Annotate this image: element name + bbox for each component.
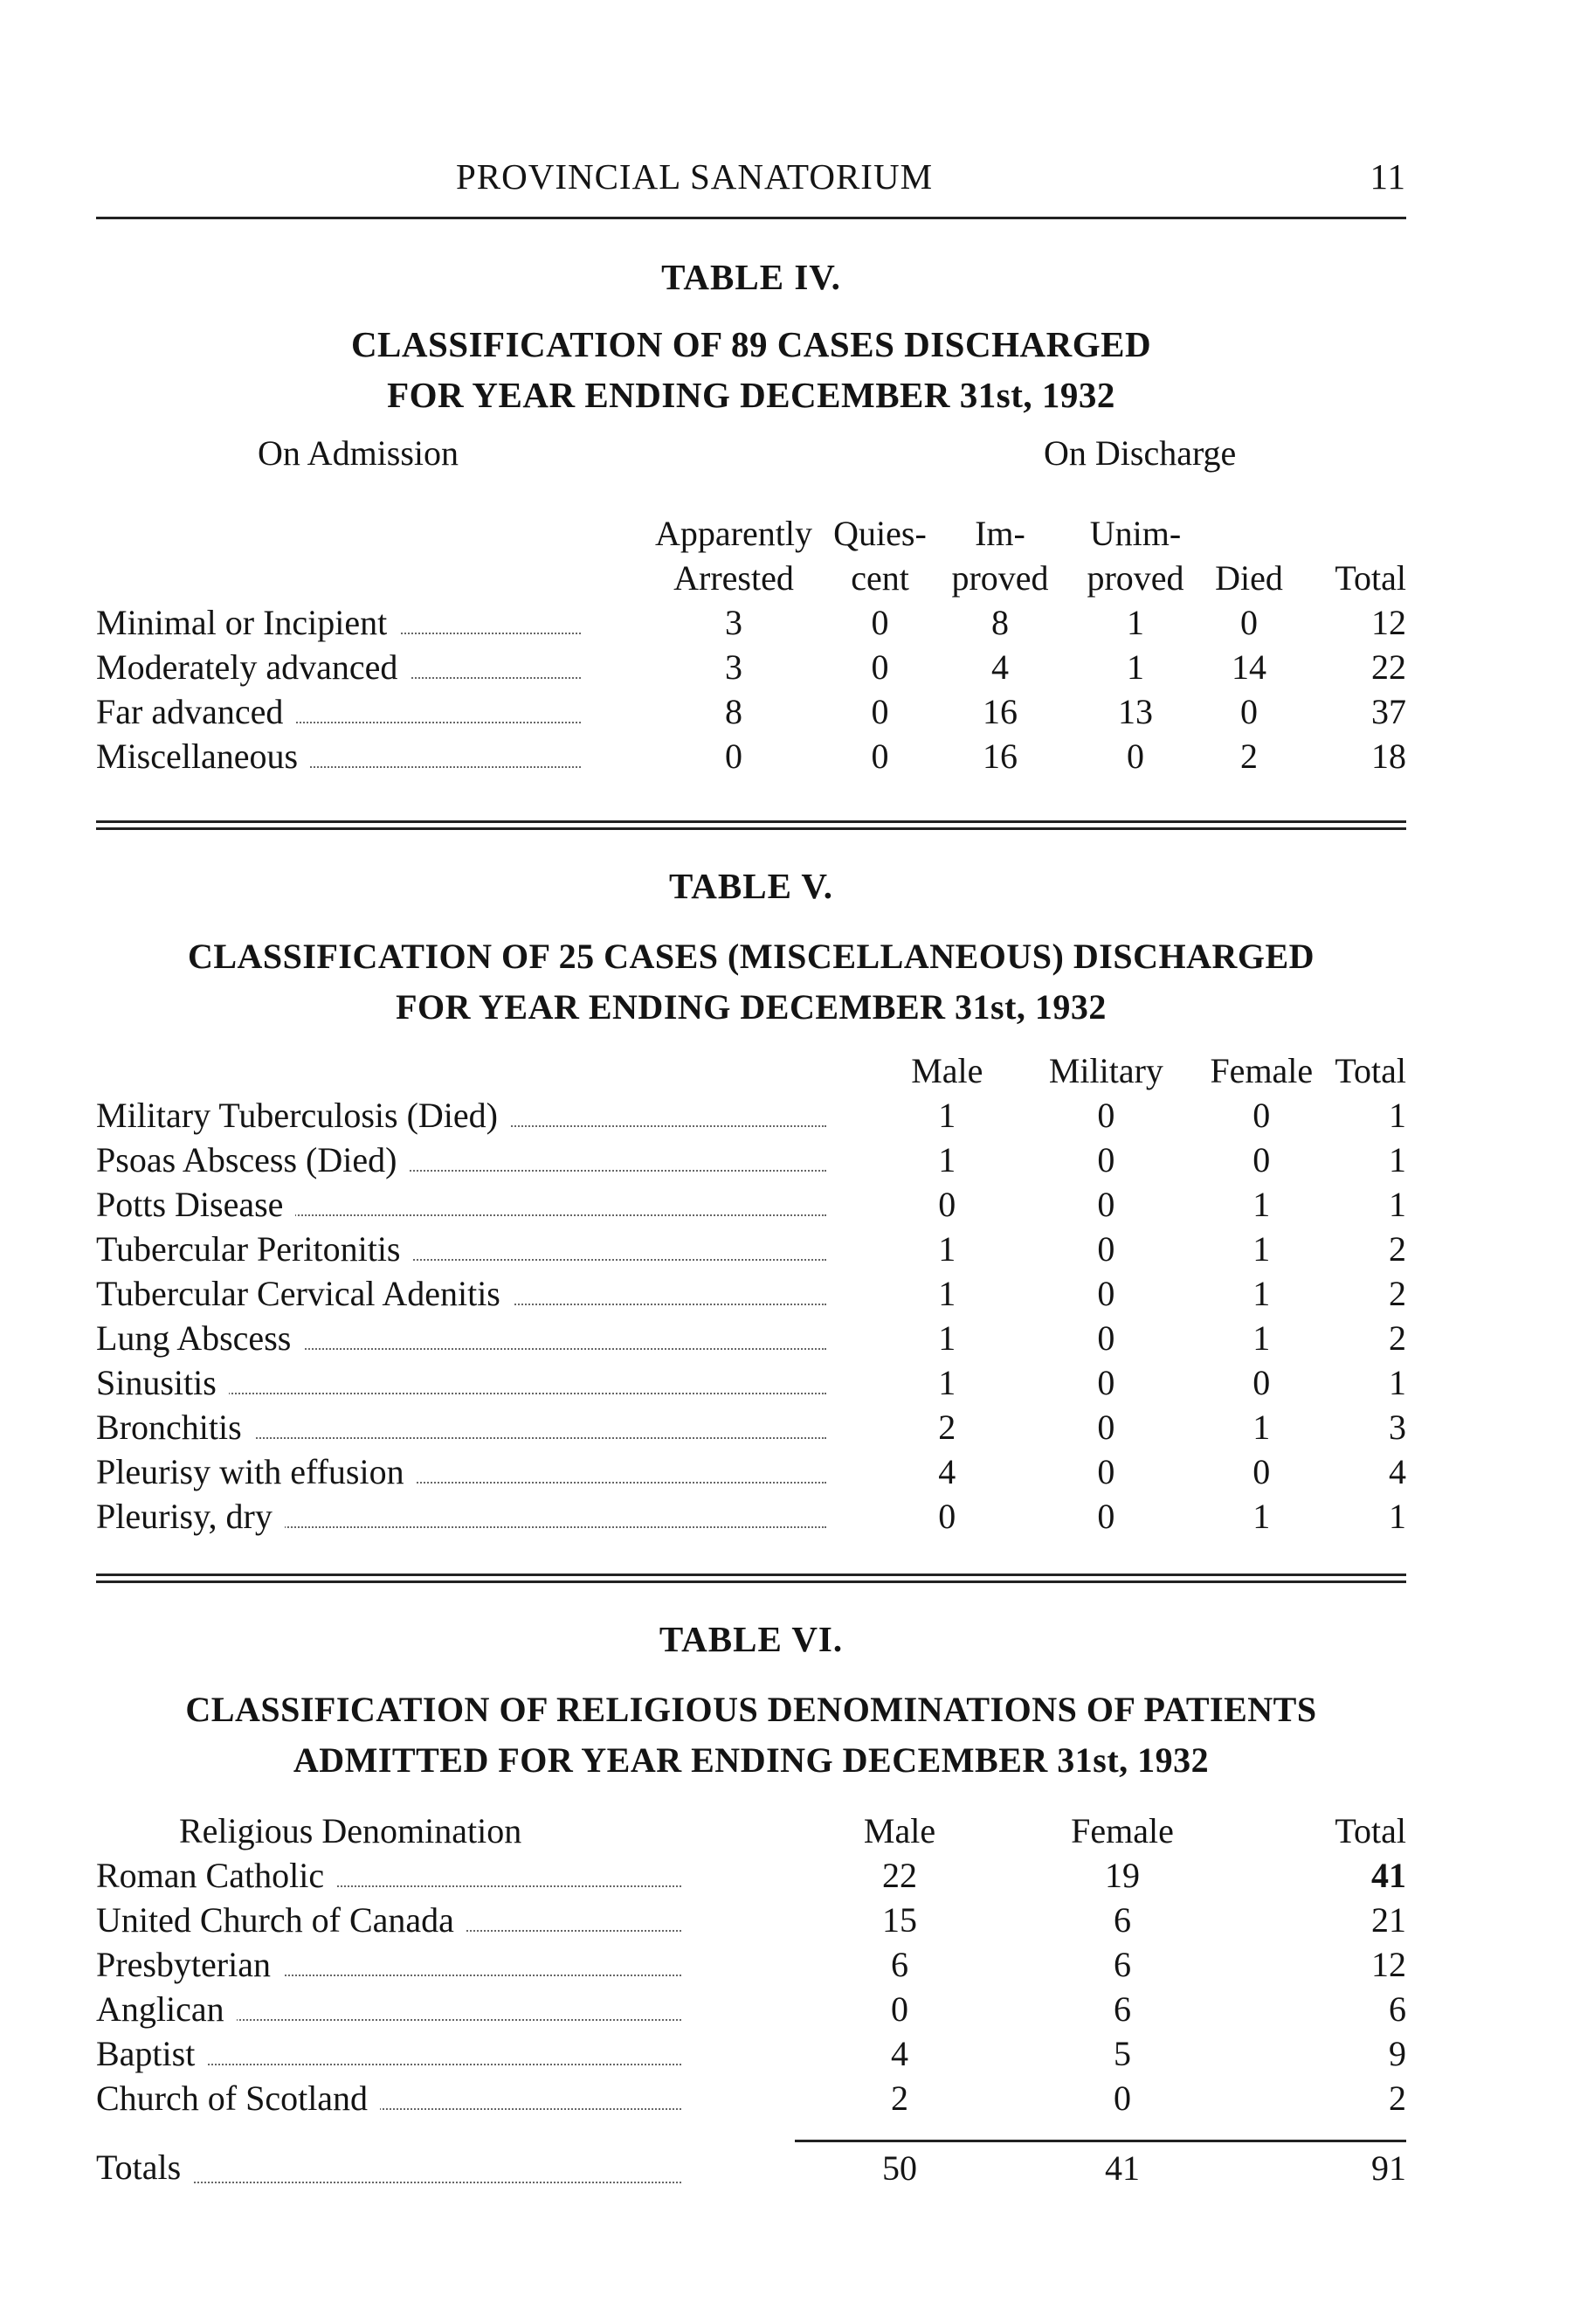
table-row	[96, 1227, 1406, 1271]
cell: 1	[1252, 1185, 1271, 1224]
cell: 4	[891, 2034, 908, 2073]
table-row	[96, 1942, 1406, 1987]
cell: 0	[1097, 1363, 1115, 1402]
cell: 1	[1389, 1497, 1406, 1536]
on-discharge-label: On Discharge	[1044, 433, 1237, 473]
table4-col5-line1	[1205, 511, 1293, 556]
row-label: Bronchitis	[96, 1408, 254, 1447]
cell: 8	[725, 692, 742, 731]
cell: 4	[1389, 1452, 1406, 1491]
cell: 8	[991, 603, 1009, 642]
table5-end-rule	[96, 1574, 1406, 1583]
table6-heading-line2: ADMITTED FOR YEAR ENDING DECEMBER 31st, 1932	[293, 1740, 1210, 1780]
table-row	[96, 1853, 1406, 1898]
table-row	[96, 734, 1406, 778]
cell: 14	[1232, 647, 1266, 687]
table5	[96, 1048, 1406, 1539]
table-row	[96, 1449, 1406, 1494]
table5-header	[96, 1048, 1406, 1093]
cell: 0	[871, 737, 889, 776]
cell: 3	[725, 603, 742, 642]
table-row	[96, 1093, 1406, 1138]
cell: 2	[891, 2078, 908, 2118]
table-row	[96, 689, 1406, 734]
table-row	[96, 1360, 1406, 1405]
cell: 0	[1252, 1452, 1271, 1491]
cell: 1	[938, 1229, 956, 1269]
totals-cell: 41	[1105, 2148, 1140, 2188]
cell: 0	[871, 647, 889, 687]
cell: 15	[882, 1900, 917, 1940]
table6-col-total: Total	[1335, 1810, 1406, 1850]
table-row	[96, 1182, 1406, 1227]
row-label: Pleurisy with effusion	[96, 1452, 417, 1491]
cell: 19	[1105, 1856, 1140, 1895]
cell: 2	[1389, 2078, 1406, 2118]
running-head-title: PROVINCIAL SANATORIUM	[455, 156, 934, 197]
row-label: Potts Disease	[96, 1185, 295, 1224]
table5-col-total: Total	[1335, 1050, 1406, 1090]
cell: 6	[891, 1945, 908, 1984]
row-label: Military Tuberculosis (Died)	[96, 1096, 510, 1135]
row-label: Church of Scotland	[96, 2078, 380, 2118]
cell: 1	[1389, 1096, 1406, 1135]
row-label: Lung Abscess	[96, 1318, 303, 1358]
totals-rule	[795, 2120, 1406, 2141]
table4-heading	[96, 319, 1406, 420]
table4	[96, 511, 1406, 778]
table-row	[96, 1987, 1406, 2031]
cell: 9	[1389, 2034, 1406, 2073]
totals-label: Totals	[96, 2148, 193, 2187]
table4-heading-line2: FOR YEAR ENDING DECEMBER 31st, 1932	[387, 375, 1115, 415]
table5-heading	[96, 931, 1406, 1033]
running-head	[96, 149, 1406, 210]
table4-col4-line1: Unim-	[1089, 513, 1182, 553]
table4-header-line2	[96, 556, 1406, 600]
table4-heading-line1: CLASSIFICATION OF 89 CASES DISCHARGED	[350, 324, 1152, 364]
table4-subheads	[96, 432, 1406, 481]
cell: 1	[1389, 1185, 1406, 1224]
header-rule	[96, 217, 1406, 219]
cell: 1	[1252, 1229, 1271, 1269]
table6-col-denomination: Religious Denomination	[179, 1810, 522, 1850]
table4-col6-line2: Total	[1335, 557, 1406, 598]
cell: 1	[938, 1140, 956, 1179]
cell: 3	[725, 647, 742, 687]
cell: 2	[1240, 737, 1258, 776]
cell: 1	[938, 1363, 956, 1402]
table6	[96, 1809, 1406, 2194]
row-label: Far advanced	[96, 692, 295, 731]
cell: 4	[938, 1452, 956, 1491]
cell: 0	[871, 603, 889, 642]
row-label: Tubercular Cervical Adenitis	[96, 1274, 513, 1313]
table4-col1-line1: Apparently	[655, 513, 812, 553]
cell: 3	[1389, 1408, 1406, 1447]
cell: 6	[1114, 1989, 1131, 2029]
table-row	[96, 645, 1406, 689]
cell: 1	[938, 1274, 956, 1313]
table5-label: TABLE V.	[668, 866, 834, 906]
table4-col1-line2: Arrested	[673, 557, 794, 598]
cell: 12	[1371, 1945, 1406, 1984]
cell: 0	[1127, 737, 1144, 776]
cell: 6	[1114, 1945, 1131, 1984]
table4-col3-line1: Im-	[975, 513, 1025, 553]
on-admission-label: On Admission	[258, 433, 459, 473]
table-row	[96, 1405, 1406, 1449]
table4-col2-line2: cent	[851, 557, 909, 598]
cell: 41	[1371, 1856, 1406, 1895]
cell: 21	[1371, 1900, 1406, 1940]
cell: 0	[1097, 1140, 1115, 1179]
table-row	[96, 2076, 1406, 2120]
cell: 0	[1252, 1096, 1271, 1135]
cell: 0	[1097, 1096, 1115, 1135]
row-label: Moderately advanced	[96, 647, 410, 687]
cell: 12	[1371, 603, 1406, 642]
row-label: Miscellaneous	[96, 737, 310, 776]
table4-col4-line2: proved	[1087, 557, 1184, 598]
cell: 1	[1389, 1140, 1406, 1179]
table6-heading	[96, 1684, 1406, 1786]
cell: 2	[1389, 1274, 1406, 1313]
cell: 0	[938, 1497, 956, 1536]
table4-col5-line2: Died	[1215, 557, 1283, 598]
cell: 0	[1097, 1185, 1115, 1224]
cell: 1	[1127, 647, 1144, 687]
table4-end-rule	[96, 820, 1406, 830]
cell: 4	[991, 647, 1009, 687]
row-label: Tubercular Peritonitis	[96, 1229, 413, 1269]
table4-header-line1	[96, 511, 1406, 556]
cell: 2	[938, 1408, 956, 1447]
cell: 0	[1097, 1497, 1115, 1536]
cell: 0	[1097, 1229, 1115, 1269]
table5-heading-line1: CLASSIFICATION OF 25 CASES (MISCELLANEOUS) DISCHARGED	[187, 937, 1315, 976]
cell: 1	[1252, 1497, 1271, 1536]
table-row	[96, 1316, 1406, 1360]
table-row	[96, 1271, 1406, 1316]
cell: 1	[1252, 1274, 1271, 1313]
row-label: Presbyterian	[96, 1945, 283, 1984]
row-label: Baptist	[96, 2034, 207, 2073]
table-row	[96, 1494, 1406, 1539]
cell: 13	[1118, 692, 1153, 731]
cell: 22	[1371, 647, 1406, 687]
row-label: Sinusitis	[96, 1363, 229, 1402]
page	[96, 149, 1406, 2194]
table-row	[96, 600, 1406, 645]
row-label: Psoas Abscess (Died)	[96, 1140, 409, 1179]
cell: 0	[1097, 1452, 1115, 1491]
row-label: Minimal or Incipient	[96, 603, 399, 642]
cell: 16	[983, 692, 1018, 731]
cell: 1	[1252, 1318, 1271, 1358]
cell: 6	[1114, 1900, 1131, 1940]
cell: 0	[1252, 1140, 1271, 1179]
table-row	[96, 2031, 1406, 2076]
table5-col-female: Female	[1210, 1050, 1314, 1090]
cell: 22	[882, 1856, 917, 1895]
row-label: Anglican	[96, 1989, 237, 2029]
cell: 16	[983, 737, 1018, 776]
cell: 5	[1114, 2034, 1131, 2073]
table5-heading-line2: FOR YEAR ENDING DECEMBER 31st, 1932	[396, 987, 1107, 1027]
cell: 0	[1252, 1363, 1271, 1402]
cell: 2	[1389, 1318, 1406, 1358]
cell: 6	[1389, 1989, 1406, 2029]
table4-label: TABLE IV.	[661, 257, 841, 297]
cell: 0	[1097, 1408, 1115, 1447]
cell: 0	[938, 1185, 956, 1224]
cell: 0	[1097, 1274, 1115, 1313]
table5-col-male: Male	[911, 1050, 983, 1090]
cell: 18	[1371, 737, 1406, 776]
table6-col-female: Female	[1071, 1810, 1174, 1850]
cell: 0	[1114, 2078, 1131, 2118]
totals-cell: 50	[882, 2148, 917, 2188]
cell: 2	[1389, 1229, 1406, 1269]
table-row	[96, 1138, 1406, 1182]
cell: 1	[1389, 1363, 1406, 1402]
table4-col6-line1	[1293, 511, 1406, 556]
cell: 1	[938, 1096, 956, 1135]
row-label: United Church of Canada	[96, 1900, 466, 1940]
page-number: 11	[1370, 156, 1406, 197]
cell: 1	[1127, 603, 1144, 642]
totals-cell: 91	[1371, 2148, 1406, 2188]
totals-rule-row	[96, 2120, 1406, 2141]
cell: 0	[1097, 1318, 1115, 1358]
cell: 1	[938, 1318, 956, 1358]
table4-col3-line2: proved	[951, 557, 1049, 598]
cell: 0	[1240, 692, 1258, 731]
row-label: Roman Catholic	[96, 1856, 336, 1895]
cell: 0	[1240, 603, 1258, 642]
table6-heading-line1: CLASSIFICATION OF RELIGIOUS DENOMINATIONS OF PATIENTS	[185, 1690, 1317, 1729]
table6-header	[96, 1809, 1406, 1853]
cell: 1	[1252, 1408, 1271, 1447]
table4-col2-line1: Quies-	[833, 513, 927, 553]
cell: 37	[1371, 692, 1406, 731]
cell: 0	[891, 1989, 908, 2029]
cell: 0	[725, 737, 742, 776]
cell: 0	[871, 692, 889, 731]
totals-row	[96, 2141, 1406, 2194]
table5-col-military: Military	[1048, 1050, 1163, 1090]
table6-label: TABLE VI.	[659, 1619, 844, 1659]
row-label: Pleurisy, dry	[96, 1497, 285, 1536]
table-row	[96, 1898, 1406, 1942]
table6-col-male: Male	[863, 1810, 936, 1850]
